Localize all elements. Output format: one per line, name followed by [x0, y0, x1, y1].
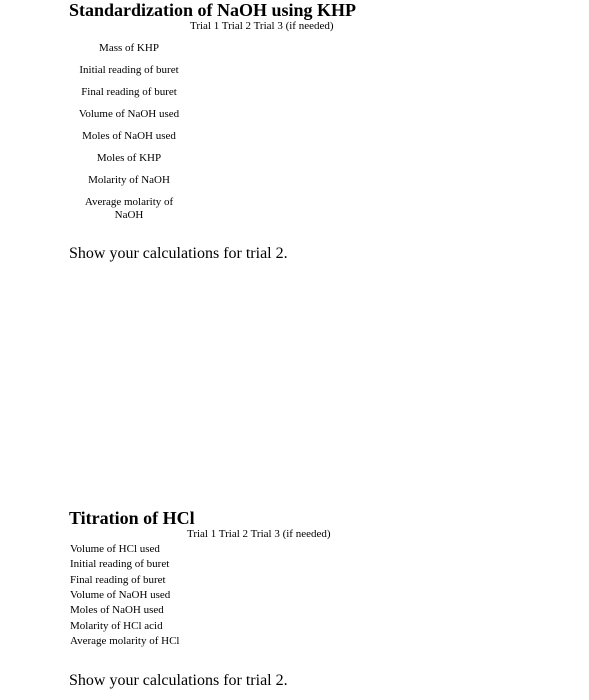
section1-row-label: Molarity of NaOH — [88, 174, 170, 186]
section2-row-label: Volume of NaOH used — [70, 589, 171, 601]
section2-row-label: Volume of HCl used — [70, 543, 160, 555]
section1-row-label: Final reading of buret — [81, 86, 177, 98]
section2-calculation-prompt: Show your calculations for trial 2. — [69, 672, 288, 689]
section2-row-label: Moles of NaOH used — [70, 604, 164, 616]
section2-title: Titration of HCl — [69, 508, 195, 528]
section1-row-label: Volume of NaOH used — [78, 108, 180, 120]
section2-row-label: Average molarity of HCl — [70, 635, 180, 647]
section1-row-label: Initial reading of buret — [79, 64, 179, 76]
section1-trial-header: Trial 1 Trial 2 Trial 3 (if needed) — [190, 20, 334, 32]
section1-row-label: Moles of NaOH used — [82, 130, 176, 142]
section1-calculation-prompt: Show your calculations for trial 2. — [69, 245, 288, 262]
section2-row-label: Initial reading of buret — [70, 558, 170, 570]
section2-trial-header: Trial 1 Trial 2 Trial 3 (if needed) — [187, 528, 331, 540]
section1-row-label: Mass of KHP — [99, 42, 159, 54]
section2-row-label: Final reading of buret — [70, 574, 166, 586]
section1-row-label: Average molarity of NaOH — [84, 196, 174, 221]
section2-row-label: Molarity of HCl acid — [70, 620, 163, 632]
section1-title: Standardization of NaOH using KHP — [69, 0, 357, 20]
section1-row-label: Moles of KHP — [96, 152, 162, 164]
